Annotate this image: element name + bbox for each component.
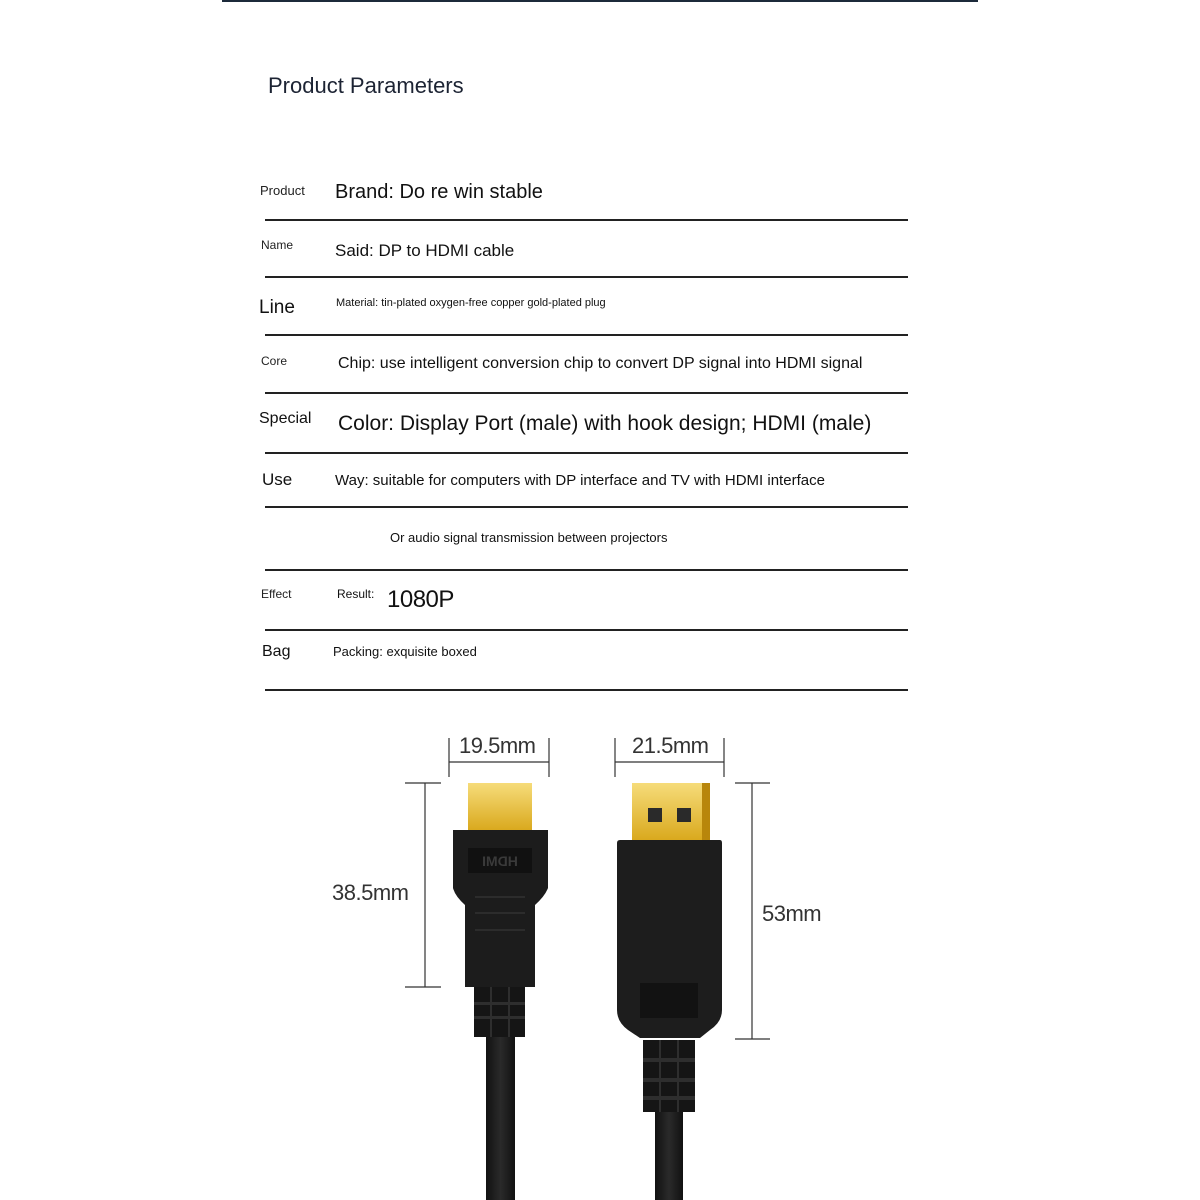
row-label-bag: Bag	[262, 643, 291, 660]
row-value-audio: Or audio signal transmission between projectors	[390, 530, 668, 545]
row-value-chip: Chip: use intelligent conversion chip to convert DP signal into HDMI signal	[338, 355, 863, 372]
row-value-color: Color: Display Port (male) with hook design; HDMI (male)	[338, 412, 872, 435]
row-value-said: Said: DP to HDMI cable	[335, 241, 515, 260]
row-label-name: Name	[261, 238, 294, 252]
row-label-product: Product	[260, 183, 305, 198]
row-result-prefix: Result:	[337, 587, 375, 601]
row-label-special: Special	[259, 410, 312, 427]
dp-width-label: 21.5mm	[632, 733, 709, 758]
hdmi-connector	[453, 783, 548, 1200]
row-label-core: Core	[261, 354, 288, 368]
dp-height-label: 53mm	[762, 901, 822, 926]
row-value-material: Material: tin-plated oxygen-free copper gold-plated plug	[336, 297, 606, 309]
row-value-resolution: 1080P	[387, 586, 454, 613]
hdmi-height-label: 38.5mm	[332, 880, 409, 905]
page-title: Product Parameters	[268, 73, 464, 98]
row-label-effect: Effect	[261, 587, 292, 601]
row-label-line: Line	[259, 297, 295, 318]
hdmi-width-label: 19.5mm	[459, 733, 536, 758]
hdmi-logo: HDMI	[482, 853, 518, 869]
row-label-use: Use	[262, 470, 293, 489]
row-value-brand: Brand: Do re win stable	[335, 181, 543, 203]
row-value-packing: Packing: exquisite boxed	[333, 644, 477, 659]
displayport-connector	[617, 783, 722, 1200]
row-value-way: Way: suitable for computers with DP interface and TV with HDMI interface	[335, 472, 825, 489]
